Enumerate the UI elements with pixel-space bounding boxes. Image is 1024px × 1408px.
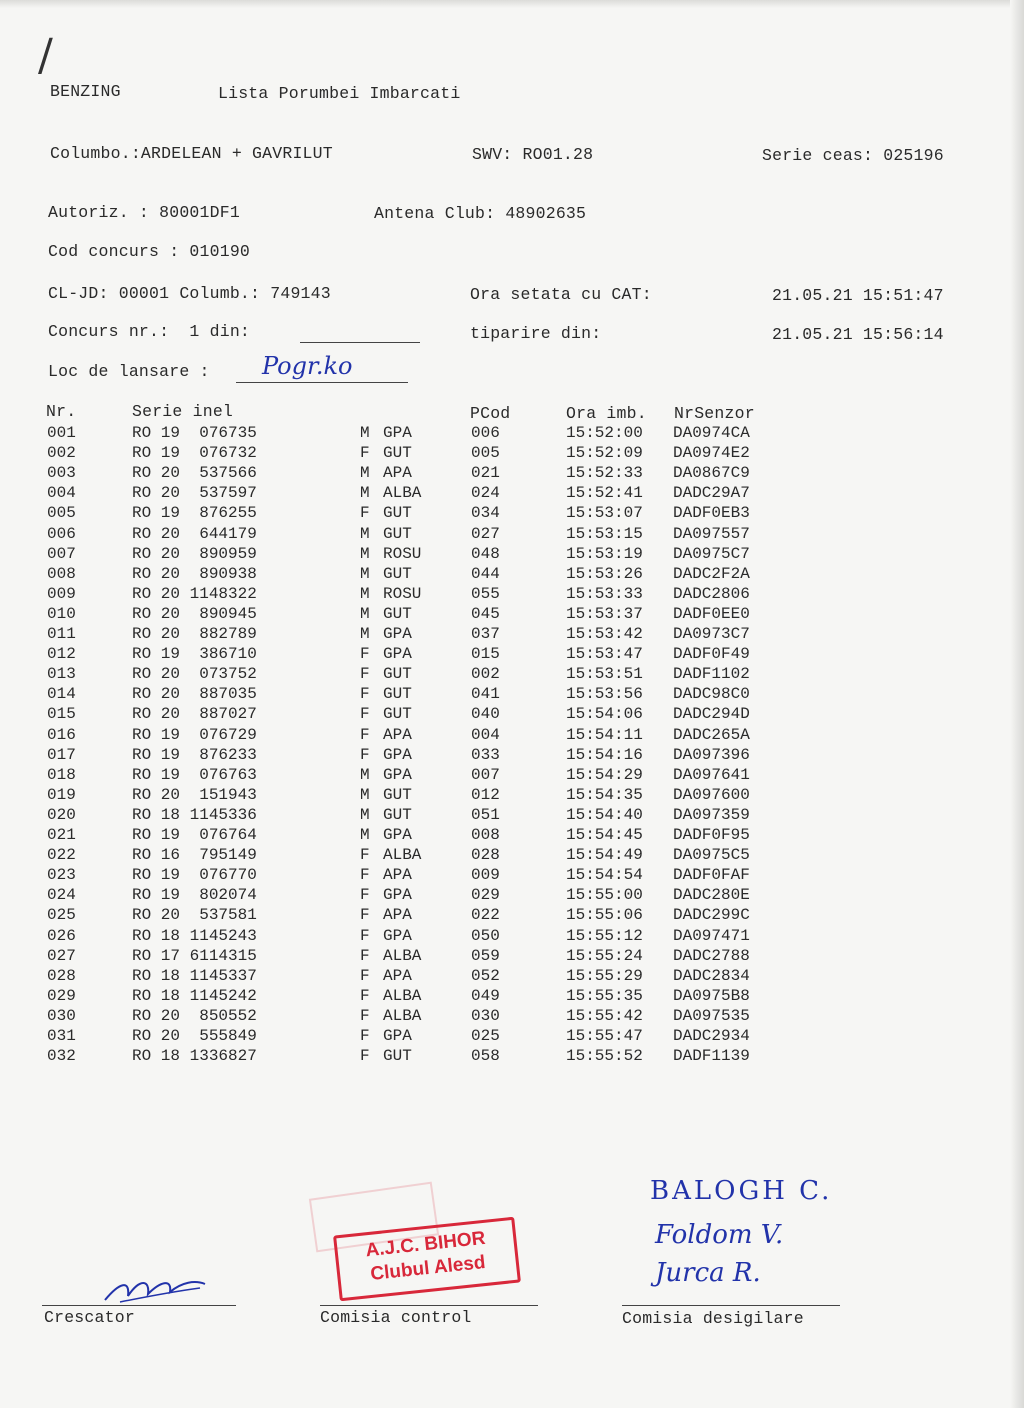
handwritten-name-2: Foldom V. [655, 1220, 784, 1250]
cell-senzor: DA097557 [673, 524, 750, 543]
cell-club: GUT [383, 564, 412, 583]
cell-pcod: 005 [471, 444, 500, 463]
serie-ceas-field: Serie ceas: 025196 [762, 146, 944, 165]
cell-sex: F [360, 926, 370, 945]
cell-club: ALBA [383, 484, 422, 503]
cell-club: GUT [383, 604, 412, 623]
cell-nr: 013 [47, 665, 76, 684]
crescator-sign-line [42, 1305, 236, 1306]
cod-concurs-field: Cod concurs : 010190 [48, 242, 251, 261]
cell-sex: F [360, 866, 370, 885]
cell-club: GUT [383, 665, 412, 684]
cell-senzor: DADF0FAF [673, 866, 750, 885]
cell-ora: 15:55:24 [566, 946, 643, 965]
cell-serie: RO 20 073752 [132, 665, 257, 684]
cell-club: GPA [383, 826, 412, 844]
cell-serie: RO 19 876255 [132, 504, 257, 523]
cell-club: GUT [383, 524, 412, 543]
cell-senzor: DADC2788 [673, 946, 750, 965]
cell-club: GUT [383, 685, 412, 704]
cell-senzor: DA097535 [673, 1006, 750, 1025]
cell-nr: 031 [47, 1027, 76, 1045]
cell-serie: RO 20 537566 [132, 464, 257, 483]
cell-ora: 15:53:37 [566, 604, 643, 623]
cell-nr: 025 [47, 906, 76, 925]
cell-club: GUT [383, 444, 412, 463]
cell-pcod: 050 [471, 926, 500, 945]
cell-ora: 15:54:16 [566, 745, 643, 764]
cell-sex: M [360, 826, 370, 844]
cell-senzor: DADC98C0 [673, 685, 750, 704]
cell-nr: 007 [47, 544, 76, 563]
cell-senzor: DA0974CA [673, 424, 750, 442]
cell-senzor: DADC280E [673, 886, 750, 905]
cell-nr: 017 [47, 745, 76, 764]
cell-sex: F [360, 886, 370, 905]
cell-club: GUT [383, 1047, 412, 1066]
cell-senzor: DADC2934 [673, 1027, 750, 1045]
cell-senzor: DA097359 [673, 805, 750, 824]
cell-nr: 028 [47, 966, 76, 985]
cell-nr: 011 [47, 625, 76, 643]
cell-serie: RO 20 890959 [132, 544, 257, 563]
cell-serie: RO 20 555849 [132, 1027, 257, 1045]
autoriz-field: Autoriz. : 80001DF1 [48, 203, 240, 222]
cell-pcod: 006 [471, 424, 500, 442]
cell-pcod: 004 [471, 725, 500, 744]
cell-ora: 15:54:11 [566, 725, 643, 744]
cell-club: GPA [383, 886, 412, 905]
cell-pcod: 012 [471, 785, 500, 804]
cell-pcod: 055 [471, 584, 500, 603]
cell-serie: RO 16 795149 [132, 846, 257, 865]
cell-pcod: 049 [471, 986, 500, 1005]
cell-sex: M [360, 424, 370, 442]
cell-pcod: 052 [471, 966, 500, 985]
cell-sex: F [360, 966, 370, 985]
cell-serie: RO 18 1336827 [132, 1047, 257, 1066]
cell-club: APA [383, 725, 412, 744]
cell-senzor: DADF0EB3 [673, 504, 750, 523]
cell-club: GPA [383, 765, 412, 784]
cell-nr: 029 [47, 986, 76, 1005]
cell-serie: RO 20 890938 [132, 564, 257, 583]
cell-pcod: 058 [471, 1047, 500, 1066]
cell-nr: 002 [47, 444, 76, 463]
cell-pcod: 044 [471, 564, 500, 583]
stamp-line-2: Clubul Alesd [369, 1251, 487, 1285]
columbo-field: Columbo.:ARDELEAN + GAVRILUT [50, 144, 333, 163]
cell-club: ALBA [383, 846, 422, 865]
col-header-ora: Ora imb. [566, 404, 647, 423]
cell-nr: 001 [47, 424, 76, 442]
cell-sex: F [360, 665, 370, 684]
cell-senzor: DA0867C9 [673, 464, 750, 483]
cell-ora: 15:53:19 [566, 544, 643, 563]
cell-pcod: 041 [471, 685, 500, 704]
cell-sex: F [360, 846, 370, 865]
control-sign-line [320, 1305, 538, 1306]
cell-ora: 15:54:54 [566, 866, 643, 885]
cell-senzor: DADC2F2A [673, 564, 750, 583]
cell-ora: 15:52:33 [566, 464, 643, 483]
cell-serie: RO 20 537581 [132, 906, 257, 925]
cell-ora: 15:54:35 [566, 785, 643, 804]
cell-nr: 024 [47, 886, 76, 905]
cell-club: GPA [383, 645, 412, 664]
cell-sex: F [360, 725, 370, 744]
cell-pcod: 030 [471, 1006, 500, 1025]
cell-nr: 005 [47, 504, 76, 523]
cell-club: APA [383, 866, 412, 885]
cell-nr: 022 [47, 846, 76, 865]
cell-nr: 020 [47, 805, 76, 824]
cell-pcod: 034 [471, 504, 500, 523]
cell-ora: 15:55:12 [566, 926, 643, 945]
cell-sex: M [360, 584, 370, 603]
cell-nr: 016 [47, 725, 76, 744]
concurs-nr-field: Concurs nr.: 1 din: [48, 322, 251, 341]
cell-club: GPA [383, 1027, 412, 1045]
cell-senzor: DA097396 [673, 745, 750, 764]
cell-sex: M [360, 484, 370, 503]
col-header-serie: Serie inel [132, 402, 234, 421]
cell-serie: RO 19 076770 [132, 866, 257, 885]
tiparire-label: tiparire din: [470, 324, 602, 343]
cell-pcod: 040 [471, 705, 500, 724]
cell-ora: 15:55:42 [566, 1006, 643, 1025]
cell-sex: F [360, 986, 370, 1005]
cell-pcod: 022 [471, 906, 500, 925]
cell-ora: 15:54:49 [566, 846, 643, 865]
cell-ora: 15:53:33 [566, 584, 643, 603]
cell-club: ROSU [383, 544, 422, 563]
cell-sex: M [360, 805, 370, 824]
col-header-nr: Nr. [46, 402, 77, 421]
cell-club: ALBA [383, 986, 422, 1005]
page-title: Lista Porumbei Imbarcati [218, 84, 461, 103]
cell-ora: 15:55:52 [566, 1047, 643, 1066]
cl-jd-field: CL-JD: 00001 Columb.: 749143 [48, 284, 331, 303]
cell-ora: 15:53:42 [566, 625, 643, 643]
cell-serie: RO 20 644179 [132, 524, 257, 543]
cell-ora: 15:52:41 [566, 484, 643, 503]
cell-nr: 015 [47, 705, 76, 724]
cell-senzor: DADC299C [673, 906, 750, 925]
cell-club: ALBA [383, 1006, 422, 1025]
cell-sex: M [360, 564, 370, 583]
page-edge-top [0, 0, 1024, 8]
cell-ora: 15:53:26 [566, 564, 643, 583]
cell-serie: RO 20 882789 [132, 625, 257, 643]
cell-serie: RO 18 1145243 [132, 926, 257, 945]
cell-ora: 15:53:15 [566, 524, 643, 543]
cell-ora: 15:54:06 [566, 705, 643, 724]
cell-serie: RO 19 076732 [132, 444, 257, 463]
stamp-line-1: A.J.C. BIHOR [364, 1227, 487, 1262]
cell-nr: 030 [47, 1006, 76, 1025]
cell-nr: 014 [47, 685, 76, 704]
cell-nr: 012 [47, 645, 76, 664]
cell-nr: 026 [47, 926, 76, 945]
handwritten-name-3: Jurca R. [655, 1258, 761, 1288]
cell-sex: F [360, 645, 370, 664]
cell-serie: RO 20 887035 [132, 685, 257, 704]
cell-ora: 15:53:47 [566, 645, 643, 664]
cell-club: GPA [383, 625, 412, 643]
cell-club: APA [383, 464, 412, 483]
cell-ora: 15:54:40 [566, 805, 643, 824]
col-header-pcod: PCod [470, 404, 511, 423]
cell-senzor: DA0974E2 [673, 444, 750, 463]
cell-senzor: DA097600 [673, 785, 750, 804]
cell-sex: M [360, 625, 370, 643]
cell-senzor: DA097471 [673, 926, 750, 945]
cell-pcod: 033 [471, 745, 500, 764]
cell-senzor: DADC2834 [673, 966, 750, 985]
loc-lansare-handwritten: Pogr.ko [262, 352, 353, 380]
page-edge-right [1010, 0, 1024, 1408]
cell-nr: 003 [47, 464, 76, 483]
cell-senzor: DA0975C7 [673, 544, 750, 563]
swv-field: SWV: RO01.28 [472, 145, 594, 164]
cell-senzor: DA0975C5 [673, 846, 750, 865]
antena-field: Antena Club: 48902635 [374, 204, 587, 223]
cell-pcod: 029 [471, 886, 500, 905]
cell-sex: F [360, 946, 370, 965]
cell-ora: 15:53:51 [566, 665, 643, 684]
cell-sex: F [360, 705, 370, 724]
cell-sex: F [360, 1027, 370, 1045]
cell-nr: 006 [47, 524, 76, 543]
cell-serie: RO 19 076729 [132, 725, 257, 744]
cell-serie: RO 19 802074 [132, 886, 257, 905]
cell-ora: 15:52:09 [566, 444, 643, 463]
cell-pcod: 008 [471, 826, 500, 844]
cell-nr: 019 [47, 785, 76, 804]
loc-lansare-line [236, 382, 408, 383]
footer-crescator: Crescator [44, 1308, 135, 1327]
cell-sex: F [360, 745, 370, 764]
cell-pcod: 027 [471, 524, 500, 543]
cell-ora: 15:54:45 [566, 826, 643, 844]
cell-ora: 15:55:00 [566, 886, 643, 905]
cell-pcod: 002 [471, 665, 500, 684]
cell-pcod: 028 [471, 846, 500, 865]
cell-nr: 023 [47, 866, 76, 885]
cell-serie: RO 19 386710 [132, 645, 257, 664]
cell-senzor: DADF0F95 [673, 826, 750, 844]
crescator-signature [100, 1272, 210, 1308]
cell-serie: RO 19 076764 [132, 826, 257, 844]
cell-club: GUT [383, 805, 412, 824]
cell-sex: F [360, 906, 370, 925]
handwritten-name-1: BALOGH C. [650, 1176, 833, 1206]
cell-serie: RO 17 6114315 [132, 946, 257, 965]
cell-club: GUT [383, 785, 412, 804]
cell-serie: RO 20 850552 [132, 1006, 257, 1025]
cell-nr: 010 [47, 604, 76, 623]
cell-serie: RO 18 1145337 [132, 966, 257, 985]
cell-sex: M [360, 604, 370, 623]
cell-senzor: DADF1139 [673, 1047, 750, 1066]
cell-club: APA [383, 966, 412, 985]
cell-senzor: DADC2806 [673, 584, 750, 603]
cell-pcod: 024 [471, 484, 500, 503]
loc-lansare-label: Loc de lansare : [48, 362, 210, 381]
cell-serie: RO 20 1148322 [132, 584, 257, 603]
cell-senzor: DADF0EE0 [673, 604, 750, 623]
cell-sex: M [360, 544, 370, 563]
cell-serie: RO 19 876233 [132, 745, 257, 764]
cell-ora: 15:55:06 [566, 906, 643, 925]
cell-ora: 15:53:56 [566, 685, 643, 704]
cell-nr: 004 [47, 484, 76, 503]
cell-senzor: DA097641 [673, 765, 750, 784]
cell-club: ALBA [383, 946, 422, 965]
cell-nr: 008 [47, 564, 76, 583]
desigilare-sign-line [622, 1305, 840, 1306]
col-header-senzor: NrSenzor [674, 404, 755, 423]
cell-club: APA [383, 906, 412, 925]
cell-club: GUT [383, 705, 412, 724]
cell-nr: 018 [47, 765, 76, 784]
cell-ora: 15:55:35 [566, 986, 643, 1005]
cell-sex: F [360, 685, 370, 704]
cell-pcod: 009 [471, 866, 500, 885]
cell-ora: 15:53:07 [566, 504, 643, 523]
cell-nr: 009 [47, 584, 76, 603]
cell-ora: 15:54:29 [566, 765, 643, 784]
cell-serie: RO 20 151943 [132, 785, 257, 804]
ora-setata-value: 21.05.21 15:51:47 [772, 286, 944, 305]
cell-senzor: DADC29A7 [673, 484, 750, 503]
cell-nr: 027 [47, 946, 76, 965]
cell-sex: F [360, 444, 370, 463]
cell-club: GPA [383, 926, 412, 945]
cell-sex: F [360, 1006, 370, 1025]
cell-ora: 15:52:00 [566, 424, 643, 442]
cell-serie: RO 20 887027 [132, 705, 257, 724]
cell-serie: RO 18 1145336 [132, 805, 257, 824]
brand-label: BENZING [50, 82, 121, 101]
cell-sex: M [360, 524, 370, 543]
cell-pcod: 048 [471, 544, 500, 563]
cell-pcod: 059 [471, 946, 500, 965]
cell-club: GUT [383, 504, 412, 523]
cell-pcod: 037 [471, 625, 500, 643]
cell-sex: M [360, 765, 370, 784]
cell-senzor: DADF0F49 [673, 645, 750, 664]
cell-serie: RO 19 076735 [132, 424, 257, 442]
cell-sex: F [360, 504, 370, 523]
cell-pcod: 051 [471, 805, 500, 824]
cell-ora: 15:55:47 [566, 1027, 643, 1045]
cell-nr: 021 [47, 826, 76, 844]
cell-club: GPA [383, 424, 412, 442]
cell-serie: RO 19 076763 [132, 765, 257, 784]
cell-nr: 032 [47, 1047, 76, 1066]
ora-setata-label: Ora setata cu CAT: [470, 285, 652, 304]
footer-comisia-desigilare: Comisia desigilare [622, 1309, 804, 1328]
cell-club: GPA [383, 745, 412, 764]
cell-pcod: 007 [471, 765, 500, 784]
cell-pcod: 015 [471, 645, 500, 664]
cell-ora: 15:55:29 [566, 966, 643, 985]
cell-senzor: DADC265A [673, 725, 750, 744]
cell-pcod: 045 [471, 604, 500, 623]
cell-serie: RO 18 1145242 [132, 986, 257, 1005]
cell-pcod: 021 [471, 464, 500, 483]
cell-sex: F [360, 1047, 370, 1066]
cell-senzor: DADF1102 [673, 665, 750, 684]
cell-senzor: DA0973C7 [673, 625, 750, 643]
tiparire-value: 21.05.21 15:56:14 [772, 325, 944, 344]
cell-senzor: DADC294D [673, 705, 750, 724]
cell-pcod: 025 [471, 1027, 500, 1045]
footer-comisia-control: Comisia control [320, 1308, 472, 1327]
cell-senzor: DA0975B8 [673, 986, 750, 1005]
cell-sex: M [360, 785, 370, 804]
margin-mark: / [38, 30, 53, 81]
cell-sex: M [360, 464, 370, 483]
cell-serie: RO 20 890945 [132, 604, 257, 623]
cell-club: ROSU [383, 584, 422, 603]
cell-serie: RO 20 537597 [132, 484, 257, 503]
concurs-date-blank [300, 342, 420, 343]
